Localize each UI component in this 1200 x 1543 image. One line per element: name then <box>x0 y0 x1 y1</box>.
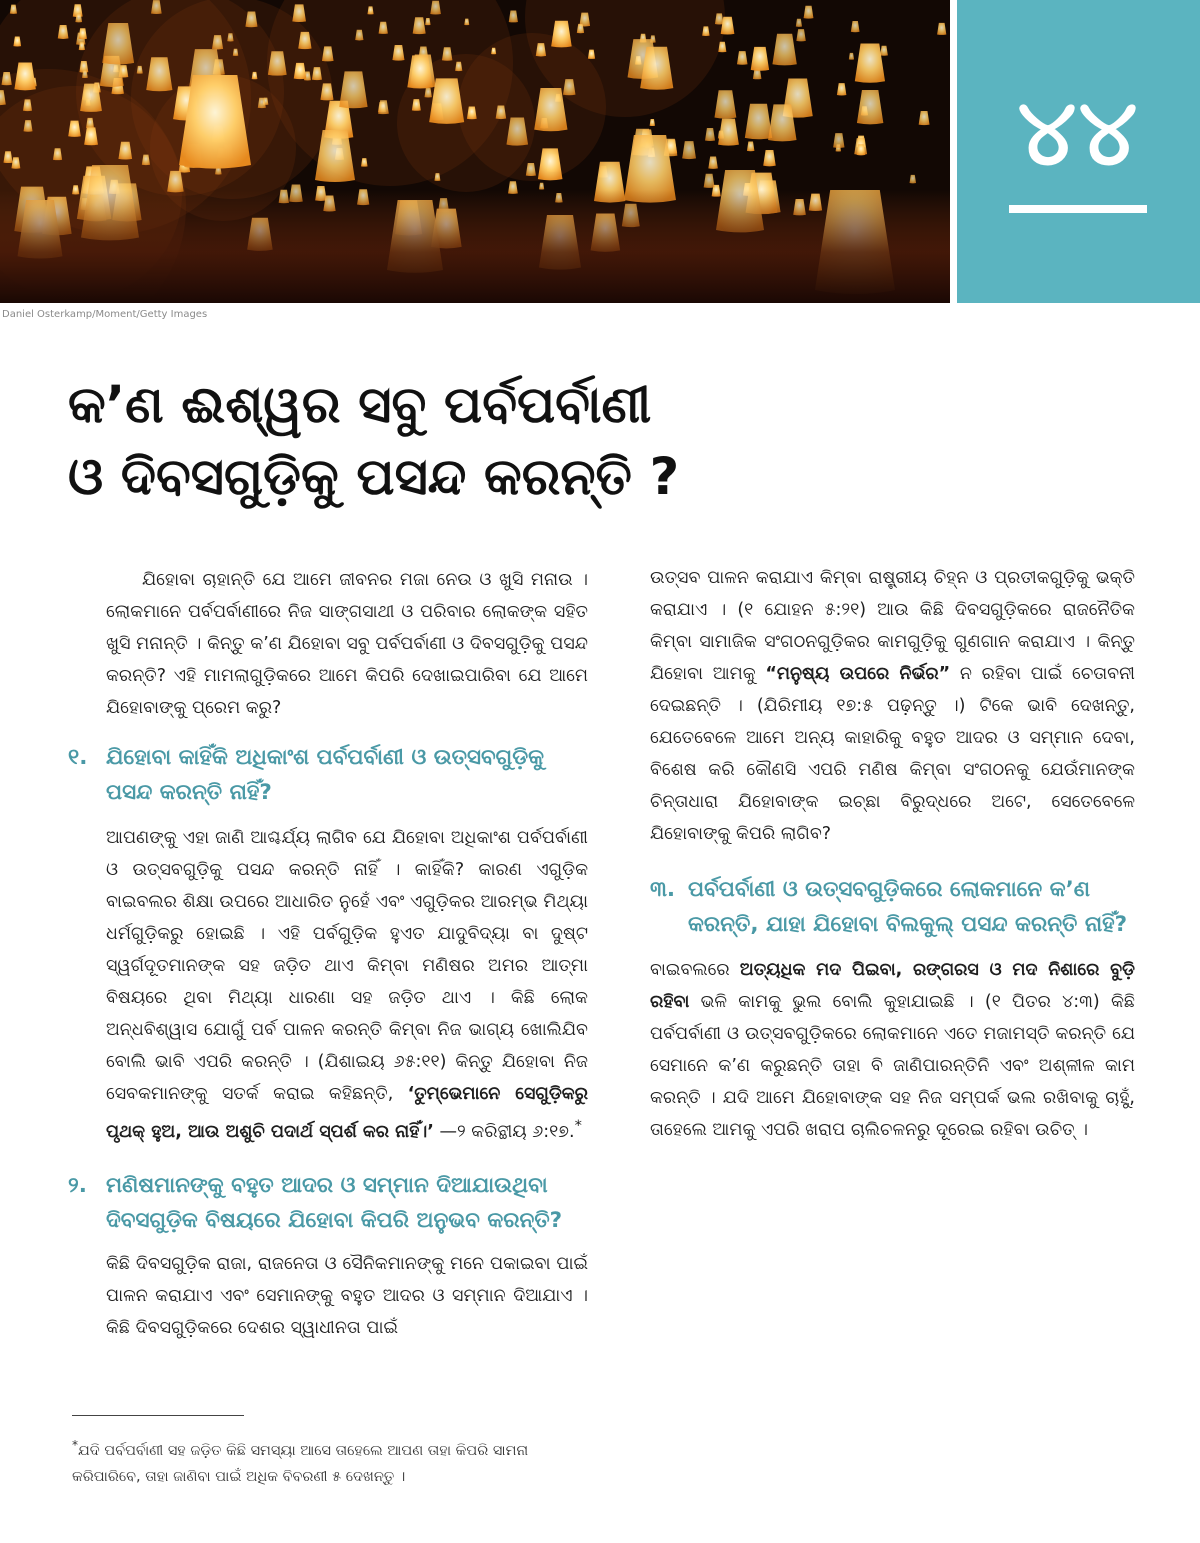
title-line-1: କ’ଣ ଈଶ୍ୱର ସବୁ ପର୍ବପର୍ବାଣୀ <box>68 376 652 435</box>
question-1-number: ୧. <box>68 745 88 770</box>
question-2-number: ୨. <box>68 1172 87 1198</box>
title-line-2: ଓ ଦିବସଗୁଡ଼ିକୁ ପସନ୍ଦ କରନ୍ତି ? <box>68 448 680 507</box>
section-3-body <box>650 954 1135 1146</box>
lesson-number-underline <box>1009 205 1147 213</box>
section-3-bold: ଅତ୍ୟଧିକ ମଦ ପିଇବା, ରଙ୍ଗରସ ଓ ମଦ ନିଶାରେ ବୁଡ଼ି ରହିବା <box>650 960 1135 1012</box>
footnote-marker: * <box>574 1117 582 1134</box>
page-title <box>68 370 948 514</box>
lesson-number: ୪୪ <box>1017 79 1140 186</box>
section-1-text: ଆପଣଙ୍କୁ ଏହା ଜାଣି ଆଶ୍ଚର୍ଯ୍ୟ ଲାଗିବ ଯେ ଯିହୋବା ଅଧିକାଂଶ ପର୍ବପର୍ବାଣୀ ଓ ଉତ୍ସବଗୁଡ଼ିକୁ ପସନ୍ଦ କରନ୍ତି ନାହିଁ । କାହିଁକି? କାରଣ ଏଗୁଡ଼ିକ ବାଇବଲର ଶିକ୍ଷା ଉପରେ ଆଧାରିତ ନୁହେଁ ଏବଂ ଏଗୁଡ଼ିକର ଆରମ୍ଭ ମିଥ୍ୟା ଧର୍ମଗୁଡ଼ିକରୁ ହୋଇଛି । ଏହି ପର୍ବଗୁଡ଼ିକ ହୁଏତ ଯାଦୁବିଦ୍ୟା ବା ଦୁଷ୍ଟ ସ୍ୱର୍ଗଦୂତମାନଙ୍କ ସହ ଜଡ଼ିତ ଥାଏ କିମ୍ବା ମଣିଷର ଅମର ଆତ୍ମା ବିଷୟରେ ଥିବା ମିଥ୍ୟା ଧାରଣା ସହ ଜଡ଼ିତ ଥାଏ । କିଛି ଲୋକ ଅନ୍ଧବିଶ୍ୱାସ ଯୋଗୁଁ ପର୍ବ ପାଳନ କରନ୍ତି କିମ୍ବା ନିଜ ଭାଗ୍ୟ ଖୋଲିଯିବ ବୋଲି ଭାବି ଏପରି କରନ୍ତି । (ଯିଶାଇୟ ୬୫:୧୧) କିନ୍ତୁ ଯିହୋବା ନିଜ ସେବକମାନଙ୍କୁ ସତର୍କ କରାଇ କହିଛନ୍ତି, <box>106 828 588 1104</box>
section-2-quote: “ମନୁଷ୍ୟ ଉପରେ ନିର୍ଭର” <box>765 664 951 684</box>
photo-credit: Daniel Osterkamp/Moment/Getty Images <box>2 309 208 320</box>
lesson-number-box <box>957 0 1200 303</box>
lantern-illustration <box>0 0 950 303</box>
section-2-body-left: କିଛି ଦିବସଗୁଡ଼ିକ ରାଜା, ରାଜନେତା ଓ ସୈନିକମାନଙ୍କୁ ମନେ ପକାଇବା ପାଇଁ ପାଳନ କରାଯାଏ ଏବଂ ସେମାନଙ୍କୁ ବହୁତ ଆଦର ଓ ସମ୍ମାନ ଦିଆଯାଏ । କିଛି ଦିବସଗୁଡ଼ିକରେ ଦେଶର ସ୍ୱାଧୀନତା ପାଇଁ <box>106 1253 588 1338</box>
question-2 <box>68 1168 588 1238</box>
section-1-body <box>68 822 588 1148</box>
left-column <box>68 564 588 1344</box>
hero-photo <box>0 0 950 303</box>
section-1-quote: ‘ତୁମ୍ଭେମାନେ ସେଗୁଡ଼ିକରୁ ପୃଥକ୍‌ ହୁଅ, ଆଉ ଅଶୁଚି ପଦାର୍ଥ ସ୍ପର୍ଶ କର ନାହିଁ।’ <box>106 1084 588 1142</box>
intro-paragraph: ଯିହୋବା ଚାହାନ୍ତି ଯେ ଆମେ ଜୀବନର ମଜା ନେଉ ଓ ଖୁସି ମନାଉ । ଲୋକମାନେ ପର୍ବପର୍ବାଣୀରେ ନିଜ ସାଙ୍ଗସାଥୀ ଓ ପରିବାର ଲୋକଙ୍କ ସହିତ ଖୁସି ମନାନ୍ତି । କିନ୍ତୁ କ’ଣ ଯିହୋବା ସବୁ ପର୍ବପର୍ବାଣୀ ଓ ଦିବସଗୁଡ଼ିକୁ ପସନ୍ଦ କରନ୍ତି? ଏହି ମାମଲାଗୁଡ଼ିକରେ ଆମେ କିପରି ଦେଖାଇପାରିବା ଯେ ଆମେ ଯିହୋବାଙ୍କୁ ପ୍ରେମ କରୁ? <box>106 570 588 718</box>
glow-haze <box>458 33 606 181</box>
footnote <box>72 1432 592 1490</box>
footnote-asterisk: * <box>72 1438 79 1452</box>
section-1-reference: —୨ କରିନ୍ଥୀୟ ୬:୧୭. <box>439 1121 575 1142</box>
question-2-text: ମଣିଷମାନଙ୍କୁ ବହୁତ ଆଦର ଓ ସମ୍ମାନ ଦିଆଯାଉଥିବା ଦିବସଗୁଡ଼ିକ ବିଷୟରେ ଯିହୋବା କିପରି ଅନୁଭବ କରନ୍ତି? <box>106 1172 563 1233</box>
question-1 <box>68 740 588 810</box>
footnote-text: ଯଦି ପର୍ବପର୍ବାଣୀ ସହ ଜଡ଼ିତ କିଛି ସମସ୍ୟା ଆସେ ତାହେଲେ ଆପଣ ତାହା କିପରି ସାମନା କରିପାରିବେ, ତାହା ଜାଣିବା ପାଇଁ ଅଧିକ ବିବରଣୀ ୫ ଦେଖନ୍ତୁ । <box>72 1442 529 1485</box>
crowd-silhouette <box>0 190 950 303</box>
section-2-text-a: ଉତ୍ସବ ପାଳନ କରାଯାଏ କିମ୍ବା ରାଷ୍ଟ୍ରୀୟ ଚିହ୍ନ ଓ ପ୍ରତୀକଗୁଡ଼ିକୁ ଭକ୍ତି କରାଯାଏ । (୧ ଯୋହନ ୫:୨୧) ଆଉ କିଛି ଦିବସଗୁଡ଼ିକରେ ରାଜନୈତିକ କିମ୍ବା ସାମାଜିକ ସଂଗଠନଗୁଡ଼ିକର କାମଗୁଡ଼ିକୁ ଗୁଣଗାନ କରାଯାଏ । କିନ୍ତୁ ଯିହୋବା ଆମକୁ <box>650 568 1135 684</box>
right-column <box>650 562 1135 1146</box>
section-2-body-right <box>650 562 1135 850</box>
question-3 <box>650 872 1135 942</box>
question-3-text: ପର୍ବପର୍ବାଣୀ ଓ ଉତ୍ସବଗୁଡ଼ିକରେ ଲୋକମାନେ କ’ଣ କରନ୍ତି, ଯାହା ଯିହୋବା ବିଲକୁଲ୍‌ ପସନ୍ଦ କରନ୍ତି ନାହିଁ? <box>688 877 1128 937</box>
question-1-text: ଯିହୋବା କାହିଁକି ଅଧିକାଂଶ ପର୍ବପର୍ବାଣୀ ଓ ଉତ୍ସବଗୁଡ଼ିକୁ ପସନ୍ଦ କରନ୍ତି ନାହିଁ? <box>106 745 545 805</box>
footnote-divider <box>72 1415 244 1416</box>
section-3-text-a: ବାଇବଲରେ <box>650 960 740 980</box>
question-3-number: ୩. <box>650 877 676 902</box>
section-3-text-b: ଭଳି କାମକୁ ଭୁଲ ବୋଲି କୁହାଯାଇଛି । (୧ ପିତର ୪:୩) କିଛି ପର୍ବପର୍ବାଣୀ ଓ ଉତ୍ସବଗୁଡ଼ିକରେ ଲୋକମାନେ ଏତେ ମଜାମସ୍ତି କରନ୍ତି ଯେ ସେମାନେ କ’ଣ କରୁଛନ୍ତି ତାହା ବି ଜାଣିପାରନ୍ତିନି ଏବଂ ଅଶ୍ଳୀଳ କାମ କରନ୍ତି । ଯଦି ଆମେ ଯିହୋବାଙ୍କ ସହ ନିଜ ସମ୍ପର୍କ ଭଲ ରଖିବାକୁ ଚାହୁଁ, ତାହେଲେ ଆମକୁ ଏପରି ଖରାପ ଚାଲିଚଳନରୁ ଦୂରେଇ ରହିବା ଉଚିତ୍‌ । <box>650 992 1135 1140</box>
section-2-text-b: ନ ରହିବା ପାଇଁ ଚେତାବନୀ ଦେଇଛନ୍ତି । (ଯିରିମୀୟ ୧୭:୫ ପଢ଼ନ୍ତୁ ।) ଟିକେ ଭାବି ଦେଖନ୍ତୁ, ଯେତେବେଳେ ଆମେ ଅନ୍ୟ କାହାରିକୁ ବହୁତ ଆଦର ଓ ସମ୍ମାନ ଦେବା, ବିଶେଷ କରି କୌଣସି ଏପରି ମଣିଷ କିମ୍ବା ସଂଗଠନକୁ ଯେଉଁମାନଙ୍କ ଚିନ୍ତାଧାରା ଯିହୋବାଙ୍କ ଇଚ୍ଛା ବିରୁଦ୍ଧରେ ଅଟେ, ସେତେବେଳେ ଯିହୋବାଙ୍କୁ କିପରି ଲାଗିବ? <box>650 664 1135 844</box>
